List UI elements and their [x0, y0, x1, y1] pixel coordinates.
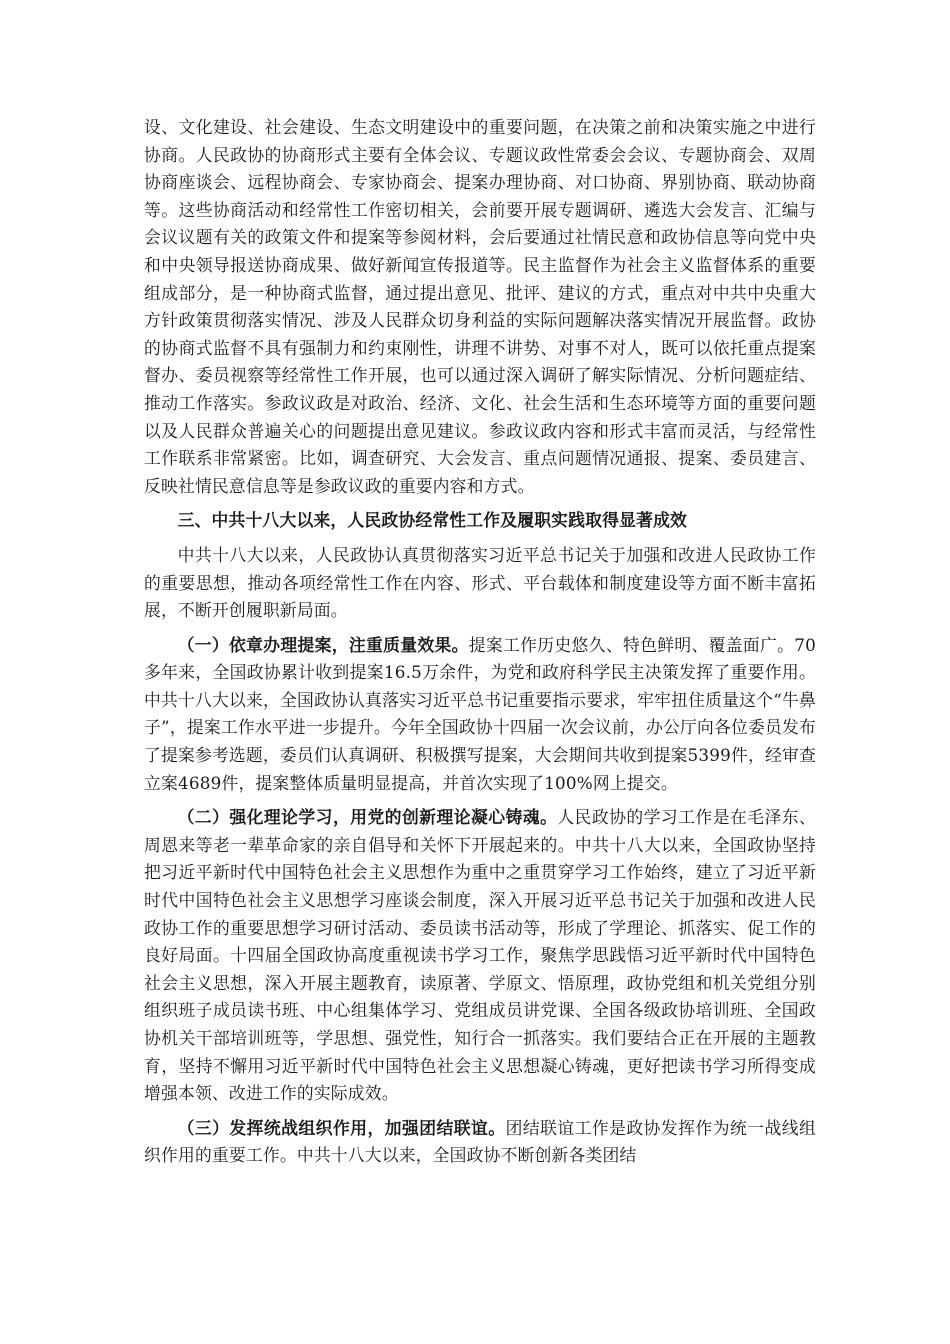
paragraph-consultation-forms: 设、文化建设、社会建设、生态文明建设中的重要问题，在决策之前和决策实施之中进行协商。人民政协的协商形式主要有全体会议、专题议政性常委会会议、专题协商会、双周协商座谈会、远程协商会、专家协商会、提案办理协商、对口协商、界别协商、联动协商等。这些协商活动和经常性工作密切相关，会前要开展专题调研、遴选大会发言、汇编与会议议题有关的政策文件和提案等参阅材料，会后要通过社情民意和政协信息等向党中央和中央领导报送协商成果、做好新闻宣传报道等。民主监督作为社会主义监督体系的重要组成部分，是一种协商式监督，通过提出意见、批评、建议的方式，重点对中共中央重大方针政策贯彻落实情况、涉及人民群众切身利益的实际问题解决落实情况开展监督。政协的协商式监督不具有强制力和约束刚性，讲理不讲势、对事不对人，既可以依托重点提案督办、委员视察等经常性工作开展，也可以通过深入调研了解实际情况、分析问题症结、推动工作落实。参政议政是对政治、经济、文化、社会生活和生态环境等方面的重要问题以及人民群众普遍关心的问题提出意见建议。参政议政内容和形式丰富而灵活，与经常性工作联系非常紧密。比如，调查研究、大会发言、重点问题情况通报、提案、委员建言、反映社情民意信息等是参政议政的重要内容和方式。: [144, 117, 816, 496]
paragraph-section-intro: 中共十八大以来，人民政协认真贯彻落实习近平总书记关于加强和改进人民政协工作的重要思想，推动各项经常性工作在内容、形式、平台载体和制度建设等方面不断丰富拓展，不断开创履职新局面。: [144, 544, 816, 621]
document-body: [144, 114, 816, 1170]
paragraph-proposals-body: 提案工作历史悠久、特色鲜明、覆盖面广。70多年来，全国政协累计收到提案16.5万余件，为党和政府科学民主决策发挥了重要作用。中共十八大以来，全国政协认真落实习近平总书记重要指示要求，牢牢扭住质量这个“牛鼻子”，提案工作水平进一步提升。今年全国政协十四届一次会议前，办公厅向各位委员发布了提案参考选题，委员们认真调研、积极撰写提案，大会期间共收到提案5399件，经审查立案4689件，提案整体质量明显提高，并首次实现了100%网上提交。: [144, 634, 816, 793]
paragraph-theory-study: [144, 804, 816, 1108]
section-heading-three: 三、中共十八大以来，人民政协经常性工作及履职实践取得显著成效: [177, 510, 688, 531]
paragraph-united-front: [144, 1115, 816, 1170]
paragraph-united-front-body: 团结联谊工作是政协发挥作为统一战线组织作用的重要工作。中共十八大以来，全国政协不断创新各类团结: [144, 1117, 816, 1166]
subheading-proposals: （一）依章办理提案，注重质量效果。: [177, 634, 469, 655]
subheading-united-front: （三）发挥统战组织作用，加强团结联谊。: [177, 1117, 506, 1138]
subheading-theory-study: （二）强化理论学习，用党的创新理论凝心铸魂。: [177, 807, 558, 828]
paragraph-theory-study-body: 人民政协的学习工作是在毛泽东、周恩来等老一辈革命家的亲自倡导和关怀下开展起来的。中共十八大以来，全国政协坚持把习近平新时代中国特色社会主义思想作为重中之重贯穿学习工作始终，建立了习近平新时代中国特色社会主义思想学习座谈会制度，深入开展习近平总书记关于加强和改进人民政协工作的重要思想学习研讨活动、委员读书活动等，形成了学理论、抓落实、促工作的良好局面。十四届全国政协高度重视读书学习工作，聚焦学思践悟习近平新时代中国特色社会主义思想，深入开展主题教育，读原著、学原文、悟原理，政协党组和机关党组分别组织班子成员读书班、中心组集体学习、党组成员讲党课、全国各级政协培训班、全国政协机关干部培训班等，学思想、强党性，知行合一抓落实。我们要结合正在开展的主题教育，坚持不懈用习近平新时代中国特色社会主义思想凝心铸魂，更好把读书学习所得变成增强本领、改进工作的实际成效。: [144, 807, 816, 1104]
paragraph-proposals: [144, 632, 816, 798]
